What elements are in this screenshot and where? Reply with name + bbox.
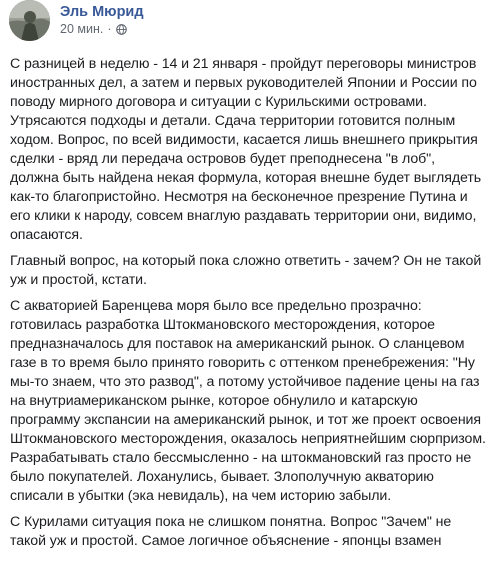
author-avatar[interactable]: [9, 0, 50, 41]
author-name[interactable]: Эль Мюрид: [60, 4, 144, 20]
post-paragraph: С Курилами ситуация пока не слишком понятна. Вопрос "Зачем" не такой уж и простой. Самое логичное объяснение - японцы взамен: [10, 514, 452, 549]
globe-icon[interactable]: [116, 24, 127, 35]
post-header: [9, 0, 144, 44]
avatar-image: [9, 0, 50, 41]
post-paragraph: Главный вопрос, на который пока сложно ответить - зачем? Он не такой уж и простой, кстати.: [10, 253, 482, 288]
post-paragraph: С разницей в неделю - 14 и 21 января - пройдут переговоры министров иностранных дел, а затем и первых руководителей Японии и России по поводу мирного договора и ситуации с Курильскими островами. Утрясаются подходы и детали. Сдача территории готовится полным ходом. Вопрос, по всей видимости, касается лишь внешнего прикрытия сделки - вряд ли передача островов будет преподнесена "в лоб", должна быть найдена некая формула, которая внешне будет выглядеть как-то благопристойно. Несмотря на бесконечное презрение Путина и его клики к народу, совсем внаглую раздавать территории они, видимо, опасаются.: [10, 56, 482, 243]
post-meta: [60, 4, 144, 37]
post-timestamp[interactable]: 20 мин.: [60, 22, 104, 36]
separator-dot: ·: [107, 22, 112, 36]
post-body: [10, 55, 486, 558]
post-time-row: [60, 22, 144, 37]
post-paragraph: С акваторией Баренцева моря было все предельно прозрачно: готовилась разработка Штокмановского месторождения, которое предназначалось для поставок на американский рынок. О сланцевом газе в то время было принято говорить с оттенком пренебрежения: "Ну мы-то знаем, что это развод", а потому устойчивое падение цены на газ на внутриамериканском рынке, которое обнулило и катарскую программу экспансии на американский рынок, и тот же проект освоения Штокмановского месторождения, оказалось неприятнейшим сюрпризом. Разрабатывать стало бессмысленно - на штокмановский газ просто не было покупателей. Лоханулись, бывает. Злополучную акваторию списали в убытки (эка невидаль), на чем историю забыли.: [10, 298, 486, 504]
